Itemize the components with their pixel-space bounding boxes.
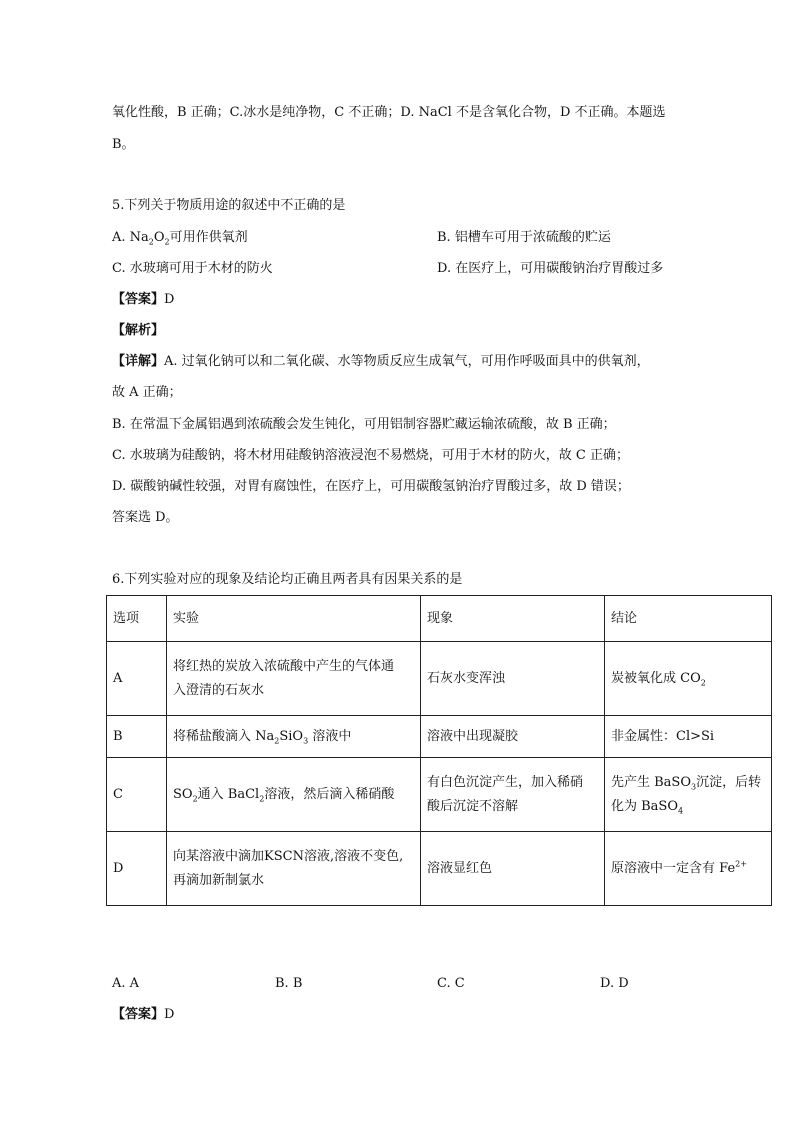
header-phenomenon: 现象 xyxy=(421,596,605,642)
row-b-conclusion: 非金属性：Cl>Si xyxy=(605,716,772,758)
header-experiment: 实验 xyxy=(167,596,421,642)
q5-detail-a2: 故 A 正确； xyxy=(112,385,182,400)
q5-option-a: A. $Na_2O_2$可用作供氧剂 xyxy=(112,230,248,247)
row-c-experiment: $SO_2$通入 BaCl$_2$溶液，然后滴入稀硝酸 xyxy=(167,758,421,832)
row-c-phenomenon: 有白色沉淀产生，加入稀硝 酸后沉淀不溶解 xyxy=(421,758,605,832)
row-a-phenomenon: 石灰水变浑浊 xyxy=(421,642,605,716)
row-d-conclusion: 原溶液中一定含有 $Fe^{2+}$ xyxy=(605,832,772,906)
q6-question: 6.下列实验对应的现象及结论均正确且两者具有因果关系的是 xyxy=(112,572,463,587)
table-header-row xyxy=(107,596,772,642)
q5-question: 5.下列关于物质用途的叙述中不正确的是 xyxy=(112,198,346,213)
table-row-d xyxy=(107,832,772,906)
row-a-option: A xyxy=(107,642,167,716)
row-d-experiment: 向某溶液中滴加KSCN溶液,溶液不变色, 再滴加新制氯水 xyxy=(167,832,421,906)
q6-choice-d: D. D xyxy=(600,976,629,991)
row-a-conclusion: 炭被氧化成 $CO_2$ xyxy=(605,642,772,716)
q5-answer: 【答案】D xyxy=(112,292,175,307)
q6-choice-a: A. A xyxy=(112,976,140,991)
q5-conclusion: 答案选 D。 xyxy=(112,510,179,525)
q5-option-d: D. 在医疗上，可用碳酸钠治疗胃酸过多 xyxy=(437,261,664,276)
row-c-conclusion: 先产生 BaSO$_3$沉淀，后转 化为 BaSO$_4$ xyxy=(605,758,772,832)
row-d-option: D xyxy=(107,832,167,906)
row-b-option: B xyxy=(107,716,167,758)
prev-answer-line2: B。 xyxy=(112,137,135,152)
q6-choice-c: C. C xyxy=(437,976,465,991)
header-conclusion: 结论 xyxy=(605,596,772,642)
row-b-phenomenon: 溶液中出现凝胶 xyxy=(421,716,605,758)
q5-detail-b: B. 在常温下金属铝遇到浓硫酸会发生钝化，可用铝制容器贮藏运输浓硫酸，故 B 正确； xyxy=(112,417,616,432)
q6-choice-b: B. B xyxy=(275,976,303,991)
row-c-option: C xyxy=(107,758,167,832)
q5-analysis-label: 【解析】 xyxy=(112,323,165,338)
q5-detail-a1: 【详解】A. 过氧化钠可以和二氧化碳、水等物质反应生成氧气，可用作呼吸面具中的供氧剂， xyxy=(112,354,650,369)
q6-answer: 【答案】D xyxy=(112,1007,175,1022)
prev-answer-line1: 氧化性酸，B 正确；C.冰水是纯净物，C 不正确；D. NaCl 不是含氧化合物，D 不正确。本题选 xyxy=(112,105,666,120)
row-a-experiment: 将红热的炭放入浓硫酸中产生的气体通 入澄清的石灰水 xyxy=(167,642,421,716)
q5-option-b: B. 铝槽车可用于浓硫酸的贮运 xyxy=(437,230,611,245)
header-option: 选项 xyxy=(107,596,167,642)
q5-detail-c: C. 水玻璃为硅酸钠，将木材用硅酸钠溶液浸泡不易燃烧，可用于木材的防火，故 C 正确； xyxy=(112,448,629,463)
q5-option-c: C. 水玻璃可用于木材的防火 xyxy=(112,261,273,276)
table-row-c xyxy=(107,758,772,832)
table-row-a xyxy=(107,642,772,716)
row-d-phenomenon: 溶液显红色 xyxy=(421,832,605,906)
table-row-b xyxy=(107,716,772,758)
row-b-experiment: 将稀盐酸滴入 $Na_2SiO_3$ 溶液中 xyxy=(167,716,421,758)
q5-detail-d: D. 碳酸钠碱性较强，对胃有腐蚀性，在医疗上，可用碳酸氢钠治疗胃酸过多，故 D 错误； xyxy=(112,479,630,494)
q6-table xyxy=(106,595,772,906)
